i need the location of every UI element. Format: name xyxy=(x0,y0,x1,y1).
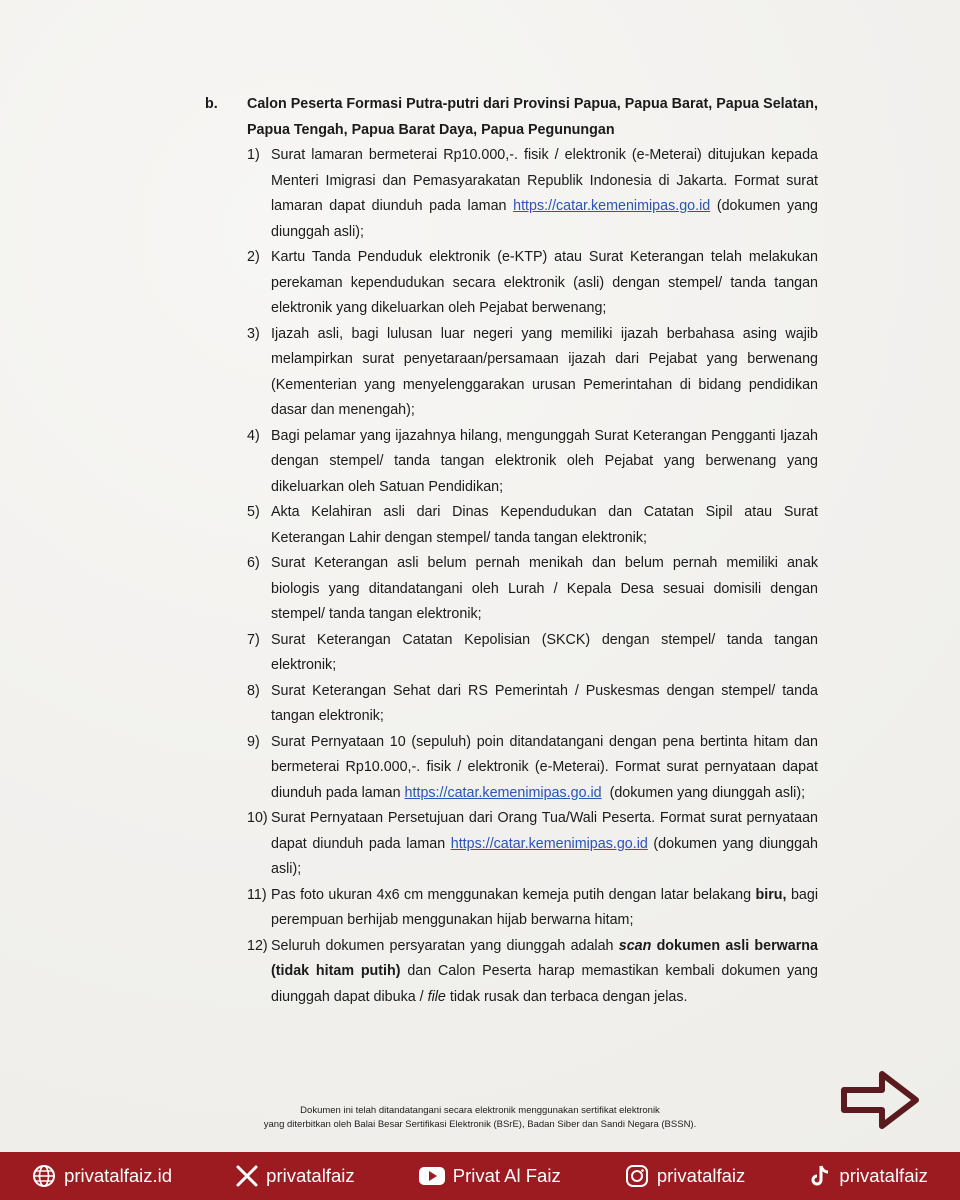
list-item xyxy=(205,883,818,934)
website-link[interactable] xyxy=(32,1164,172,1188)
list-item xyxy=(205,143,818,245)
instagram-link[interactable] xyxy=(625,1164,745,1188)
item-text: Surat lamaran bermeterai Rp10.000,-. fisik / elektronik (e-Meterai) ditujukan kepada Menteri Imigrasi dan Pemasyarakatan Republik Indonesia di Jakarta. Format surat lamaran dapat diunduh pada laman https://catar.kemenimipas.go.id (dokumen yang diunggah asli); xyxy=(271,147,819,240)
next-arrow-icon[interactable] xyxy=(840,1068,922,1137)
item-text: Surat Pernyataan 10 (sepuluh) poin ditandatangani dengan pena bertinta hitam dan bermeterai Rp10.000,-. fisik / elektronik (e-Meterai). Format surat pernyataan dapat diunduh pada laman https://catar.kemenimipas.go.id (dokumen yang diunggah asli); xyxy=(271,733,818,801)
x-logo-icon xyxy=(236,1165,258,1187)
list-item xyxy=(205,679,818,730)
note-line-2: yang diterbitkan oleh Balai Besar Sertifikasi Elektronik (BSrE), Badan Siber dan Sandi Negara (BSSN). xyxy=(263,1119,697,1130)
item-text: Surat Keterangan asli belum pernah menikah dan belum pernah memiliki anak biologis yang ditandatangani oleh Lurah / Kepala Desa sesuai domisili dengan stempel/ tanda tangan elektronik; xyxy=(271,555,818,622)
youtube-link[interactable] xyxy=(419,1165,561,1187)
social-footer xyxy=(0,1152,960,1200)
website-label: privatalfaiz.id xyxy=(64,1165,173,1186)
section-letter: b. xyxy=(205,96,218,112)
list-item xyxy=(205,934,818,1011)
item-number: 11) xyxy=(247,886,267,903)
instagram-label: privatalfaiz xyxy=(656,1165,746,1186)
list-item xyxy=(205,322,818,424)
catar-link[interactable]: https://catar.kemenimipas.go.id xyxy=(450,835,648,852)
list-item xyxy=(205,500,818,551)
tiktok-label: privatalfaiz xyxy=(839,1165,928,1186)
item-text: Kartu Tanda Penduduk elektronik (e-KTP) atau Surat Keterangan telah melakukan perekaman kependudukan secara elektronik (asli) dengan stempel/ tanda tangan elektronik yang dikeluarkan oleh Pejabat berwenang; xyxy=(271,249,818,316)
item-number: 7) xyxy=(247,631,260,648)
item-number: 6) xyxy=(247,555,260,571)
item-text: Ijazah asli, bagi lulusan luar negeri yang memiliki ijazah berbahasa asing wajib melampirkan surat penyetaraan/persamaan ijazah dari Pejabat yang berwenang (Kementerian yang menyelenggarakan urusan Pemerintahan di bidang pendidikan dasar dan menengah); xyxy=(271,325,818,418)
list-item xyxy=(205,551,818,628)
x-label: privatalfaiz xyxy=(266,1165,355,1186)
item-number: 10) xyxy=(247,810,268,826)
e-signature-note xyxy=(0,1104,960,1132)
item-text: Seluruh dokumen persyaratan yang diunggah adalah scan dokumen asli berwarna (tidak hitam putih) dan Calon Peserta harap memastikan kembali dokumen yang diunggah dapat dibuka / file tidak rusak dan terbaca dengan jelas. xyxy=(271,937,818,1005)
tiktok-link[interactable] xyxy=(809,1164,927,1188)
youtube-icon xyxy=(419,1166,445,1186)
item-number: 2) xyxy=(247,249,260,265)
section-title: Calon Peserta Formasi Putra-putri dari Provinsi Papua, Papua Barat, Papua Selatan, Papua Tengah, Papua Barat Daya, Papua Pegunungan xyxy=(247,96,818,138)
x-link[interactable] xyxy=(236,1165,354,1187)
list-item xyxy=(205,424,818,501)
list-item xyxy=(205,628,818,679)
list-item xyxy=(205,245,818,322)
item-number: 3) xyxy=(247,325,260,342)
tiktok-icon xyxy=(809,1164,831,1188)
instagram-icon xyxy=(625,1164,649,1188)
requirements-section xyxy=(205,92,818,1010)
section-heading xyxy=(205,92,818,143)
item-text: Pas foto ukuran 4x6 cm menggunakan kemeja putih dengan latar belakang biru, bagi perempuan berhijab menggunakan hijab berwarna hitam; xyxy=(271,886,818,928)
youtube-label: Privat Al Faiz xyxy=(452,1165,561,1186)
item-number: 8) xyxy=(247,682,260,699)
item-text: Surat Keterangan Sehat dari RS Pemerintah / Puskesmas dengan stempel/ tanda tangan elektronik; xyxy=(271,682,818,724)
globe-icon xyxy=(32,1164,56,1188)
requirements-list xyxy=(205,143,818,1010)
item-text: Akta Kelahiran asli dari Dinas Kependudukan dan Catatan Sipil atau Surat Keterangan Lahir dengan stempel/ tanda tangan elektronik; xyxy=(271,504,818,546)
item-text: Bagi pelamar yang ijazahnya hilang, mengunggah Surat Keterangan Pengganti Ijazah dengan stempel/ tanda tangan elektronik oleh Pejabat yang berwenang yang dikeluarkan oleh Satuan Pendidikan; xyxy=(271,427,818,495)
item-number: 12) xyxy=(247,937,268,954)
catar-link[interactable]: https://catar.kemenimipas.go.id xyxy=(513,198,711,214)
item-number: 1) xyxy=(247,147,260,163)
list-item xyxy=(205,806,818,883)
item-text: Surat Keterangan Catatan Kepolisian (SKCK) dengan stempel/ tanda tangan elektronik; xyxy=(271,631,818,673)
item-number: 4) xyxy=(247,427,260,444)
catar-link[interactable]: https://catar.kemenimipas.go.id xyxy=(404,784,602,801)
list-item xyxy=(205,730,818,807)
item-number: 9) xyxy=(247,733,260,750)
note-line-1: Dokumen ini telah ditandatangani secara elektronik menggunakan sertifikat elektronik xyxy=(300,1105,660,1116)
item-text: Surat Pernyataan Persetujuan dari Orang Tua/Wali Peserta. Format surat pernyataan dapat diunduh pada laman https://catar.kemenimipas.go.id (dokumen yang diunggah asli); xyxy=(271,810,818,877)
item-number: 5) xyxy=(247,504,260,520)
